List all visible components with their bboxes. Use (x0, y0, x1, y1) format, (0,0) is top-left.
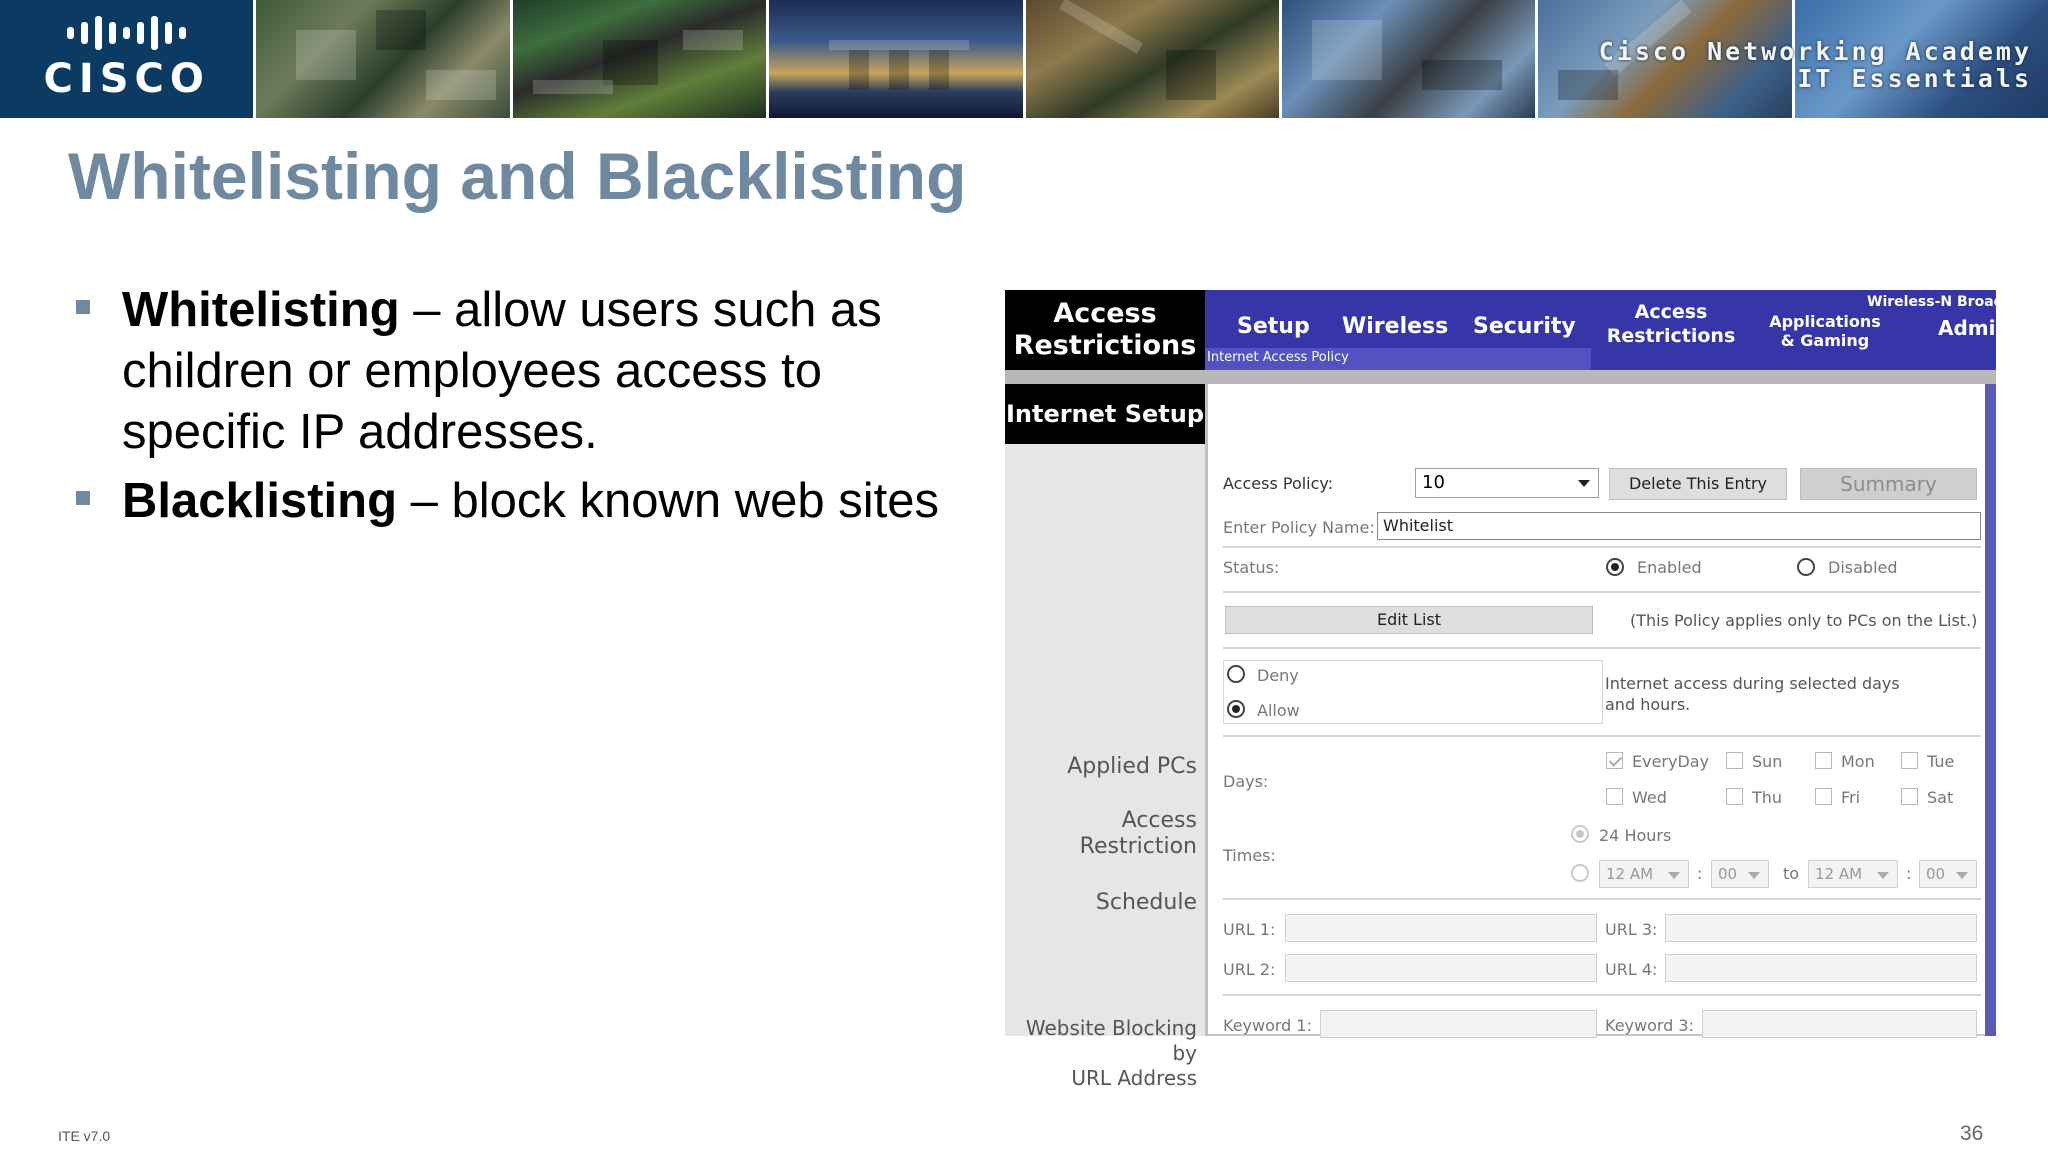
mon-checkbox[interactable] (1815, 752, 1832, 769)
keyword1-label: Keyword 1: (1223, 1016, 1312, 1035)
chevron-down-icon (1956, 872, 1968, 879)
subtab-internet-access-policy[interactable]: Internet Access Policy (1207, 350, 1349, 365)
chevron-down-icon (1748, 872, 1760, 879)
slide-title: Whitelisting and Blacklisting (68, 139, 967, 213)
router-model-label: Wireless-N Broad (1867, 294, 2004, 310)
delete-entry-button[interactable]: Delete This Entry (1609, 468, 1787, 500)
url3-label: URL 3: (1605, 920, 1658, 939)
url4-input[interactable] (1665, 954, 1977, 982)
sat-label: Sat (1927, 788, 1954, 807)
url2-input[interactable] (1285, 954, 1597, 982)
url2-label: URL 2: (1223, 960, 1276, 979)
banner-photo-motherboard (1282, 0, 1535, 118)
days-label: Days: (1223, 772, 1269, 791)
keyword3-label: Keyword 3: (1605, 1016, 1694, 1035)
website-blocking-line-1: Website Blocking by (1025, 1016, 1197, 1065)
restriction-note-line-2: and hours. (1605, 695, 1691, 714)
row-divider (1223, 898, 1981, 900)
sidebar-schedule: Schedule (1095, 890, 1197, 915)
tab-applications-gaming[interactable] (1765, 312, 1885, 350)
sat-checkbox[interactable] (1901, 788, 1918, 805)
row-divider (1223, 591, 1981, 593)
router-config-screenshot (1005, 288, 2010, 1090)
section-title-line-1: Access (1053, 298, 1157, 329)
url4-label: URL 4: (1605, 960, 1658, 979)
allow-radio[interactable] (1227, 700, 1245, 718)
tab-wireless[interactable]: Wireless (1342, 314, 1449, 339)
chevron-down-icon (1668, 872, 1680, 879)
router-top-nav (1205, 290, 2010, 370)
from-minute-select[interactable] (1711, 860, 1769, 888)
time-range-radio[interactable] (1571, 864, 1589, 882)
access-policy-value: 10 (1422, 472, 1445, 493)
applied-pcs-note: (This Policy applies only to PCs on the List.) (1630, 611, 1978, 630)
sidebar-applied-pcs: Applied PCs (1067, 754, 1197, 779)
hours24-radio[interactable] (1571, 825, 1589, 843)
router-section-title (1005, 290, 1205, 370)
deny-radio[interactable] (1227, 665, 1245, 683)
banner-photo-circuit (513, 0, 766, 118)
sidebar-access-restriction: Access Restriction (1079, 808, 1197, 859)
section-title-line-2: Restrictions (1013, 330, 1197, 361)
edit-list-button[interactable]: Edit List (1225, 606, 1593, 634)
policy-name-input[interactable]: Whitelist (1377, 512, 1981, 540)
row-divider (1223, 647, 1981, 649)
from-minute-value: 00 (1718, 865, 1738, 883)
thu-checkbox[interactable] (1726, 788, 1743, 805)
square-bullet-icon (76, 300, 90, 314)
fri-label: Fri (1841, 788, 1861, 807)
to-minute-value: 00 (1926, 865, 1946, 883)
header-banner (0, 0, 2048, 118)
policy-name-label: Enter Policy Name: (1223, 518, 1375, 537)
square-bullet-icon (76, 491, 90, 505)
cisco-logo (0, 0, 253, 118)
time-colon: : (1906, 864, 1912, 883)
restriction-note-line-1: Internet access during selected days (1605, 674, 1900, 693)
footer-version: ITE v7.0 (58, 1128, 111, 1144)
sun-label: Sun (1752, 752, 1783, 771)
academy-line-2: IT Essentials (1797, 64, 2032, 93)
to-hour-value: 12 AM (1815, 865, 1863, 883)
tue-checkbox[interactable] (1901, 752, 1918, 769)
access-policy-label: Access Policy: (1223, 474, 1334, 493)
bullet-blacklisting (72, 471, 952, 532)
status-disabled-radio[interactable] (1797, 558, 1815, 576)
status-enabled-label: Enabled (1637, 558, 1702, 577)
wed-label: Wed (1632, 788, 1667, 807)
from-hour-value: 12 AM (1606, 865, 1654, 883)
to-label: to (1783, 864, 1800, 883)
to-minute-select[interactable] (1919, 860, 1977, 888)
chevron-down-icon (1578, 480, 1590, 487)
everyday-checkbox[interactable] (1606, 752, 1623, 769)
banner-photo-components (256, 0, 509, 118)
to-hour-select[interactable] (1808, 860, 1898, 888)
banner-photo-city (769, 0, 1022, 118)
tab-apps-line-1: Applications (1769, 312, 1881, 331)
url1-label: URL 1: (1223, 920, 1276, 939)
tab-security[interactable]: Security (1473, 314, 1576, 339)
from-hour-select[interactable] (1599, 860, 1689, 888)
sidebar-internet-setup: Internet Setup (1005, 384, 1205, 444)
deny-label: Deny (1257, 666, 1299, 685)
url1-input[interactable] (1285, 914, 1597, 942)
keyword1-input[interactable] (1320, 1010, 1597, 1038)
chevron-down-icon (1877, 872, 1889, 879)
wed-checkbox[interactable] (1606, 788, 1623, 805)
tab-access-restrictions[interactable] (1591, 300, 1751, 348)
summary-button[interactable]: Summary (1800, 468, 1977, 500)
hours24-label: 24 Hours (1599, 826, 1672, 845)
router-right-border (1985, 384, 1996, 1036)
banner-photo-tools (1026, 0, 1279, 118)
bullet-term: Whitelisting (122, 283, 400, 337)
router-header-divider (1005, 370, 1996, 384)
access-policy-select[interactable] (1415, 468, 1599, 498)
bullet-whitelisting (72, 280, 952, 463)
row-divider (1223, 546, 1981, 548)
academy-title (1599, 38, 2032, 92)
row-divider (1223, 994, 1981, 996)
tue-label: Tue (1927, 752, 1955, 771)
tab-access-line-2: Restrictions (1606, 325, 1736, 347)
website-blocking-line-2: URL Address (1071, 1066, 1197, 1090)
mon-label: Mon (1841, 752, 1875, 771)
tab-apps-line-2: & Gaming (1780, 331, 1870, 350)
restriction-note (1605, 673, 1900, 715)
keyword3-input[interactable] (1702, 1010, 1977, 1038)
status-enabled-radio[interactable] (1606, 558, 1624, 576)
row-divider (1223, 735, 1981, 737)
bullet-term: Blacklisting (122, 474, 398, 528)
times-label: Times: (1223, 846, 1276, 865)
cisco-bars-icon (67, 16, 186, 50)
thu-label: Thu (1752, 788, 1783, 807)
bullet-text: – block known web sites (397, 474, 940, 528)
tab-admin[interactable]: Admin (1938, 316, 2010, 340)
tab-setup[interactable]: Setup (1237, 314, 1310, 339)
fri-checkbox[interactable] (1815, 788, 1832, 805)
sidebar-website-blocking (1007, 1016, 1197, 1091)
cisco-wordmark: CISCO (43, 56, 210, 102)
everyday-label: EveryDay (1632, 752, 1710, 771)
academy-line-1: Cisco Networking Academy (1598, 37, 2032, 66)
bullet-list (72, 280, 952, 540)
page-number: 36 (1960, 1122, 1984, 1145)
tab-access-line-1: Access (1634, 301, 1708, 323)
status-disabled-label: Disabled (1828, 558, 1898, 577)
sidebar-divider (1205, 384, 1208, 1036)
sun-checkbox[interactable] (1726, 752, 1743, 769)
time-colon: : (1697, 864, 1703, 883)
url3-input[interactable] (1665, 914, 1977, 942)
router-sidebar (1005, 444, 1205, 1090)
bullet-text: – allow users such as children or employees access to specific IP addresses. (122, 283, 882, 459)
allow-label: Allow (1257, 701, 1300, 720)
status-label: Status: (1223, 558, 1280, 577)
